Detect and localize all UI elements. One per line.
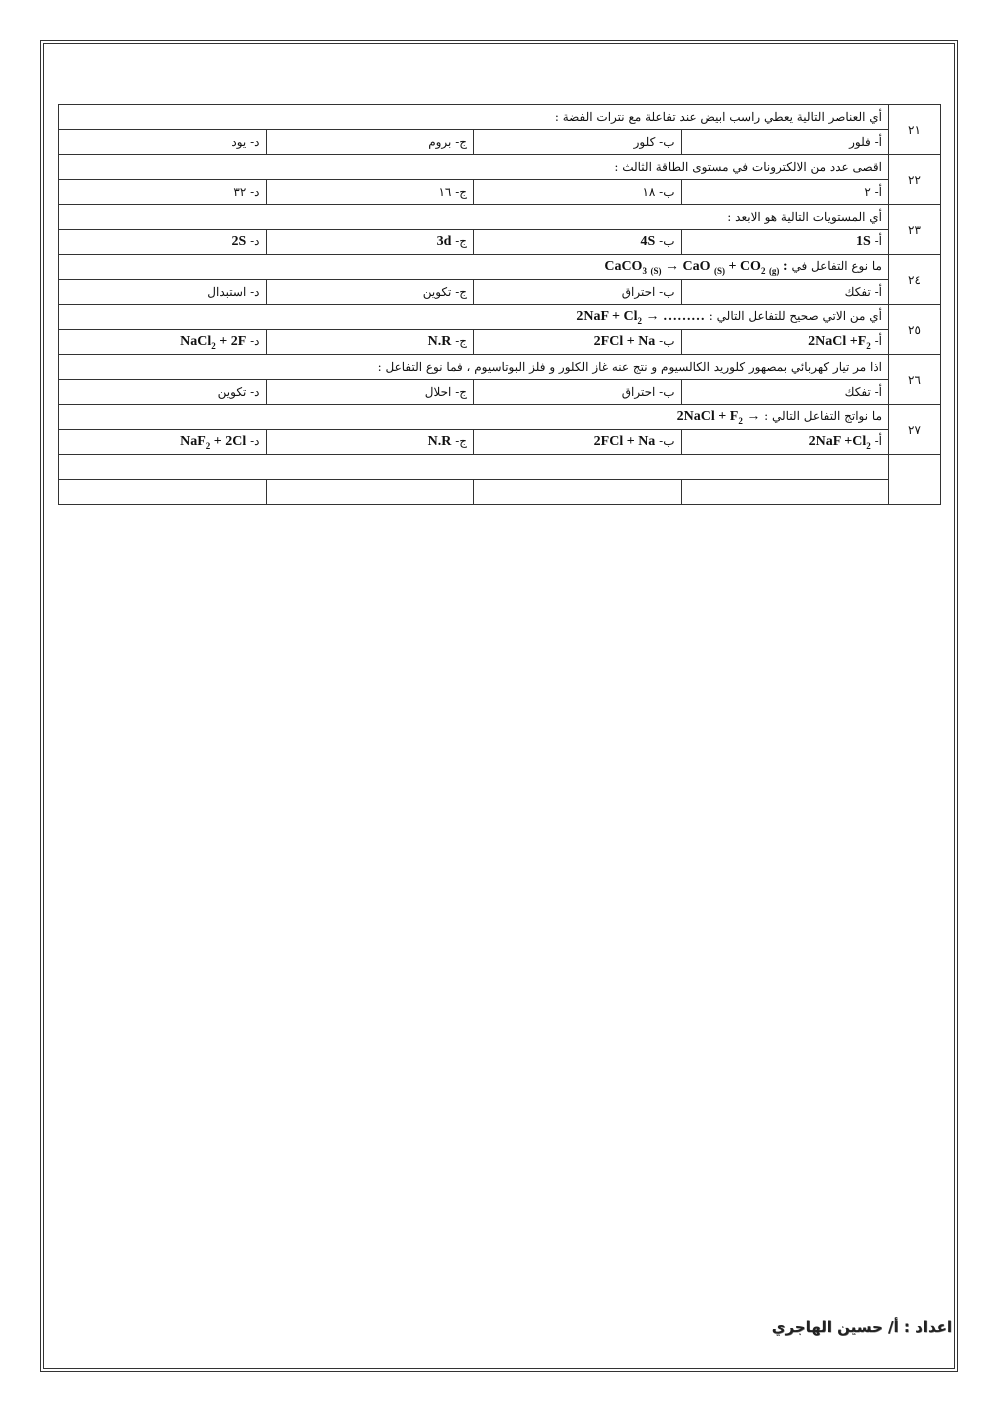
option-label: ب-: [659, 234, 675, 248]
option-a[interactable]: [681, 430, 889, 455]
option-a[interactable]: أ- تفكك: [681, 380, 889, 405]
option-value: N.R: [427, 434, 452, 449]
author-credit: اعداد : أ/ حسين الهاجري: [771, 1318, 952, 1336]
option-value: 2FCl + Na: [593, 334, 656, 349]
option-b[interactable]: ب- كلور: [474, 130, 682, 155]
option-a[interactable]: [681, 480, 889, 505]
empty-question-row: [59, 455, 941, 480]
question-row: [59, 155, 941, 180]
question-number: [889, 455, 941, 505]
options-row: [59, 330, 941, 355]
option-d[interactable]: [59, 430, 267, 455]
option-label: د-: [250, 333, 260, 348]
question-number: ٢١: [889, 105, 941, 155]
question-row: [59, 205, 941, 230]
reaction-equation: $2NaF + Cl_2$ → ………: [576, 308, 705, 326]
question-prompt: ما نواتج التفاعل التالي :: [764, 408, 882, 423]
option-a[interactable]: [681, 330, 889, 355]
questions-table: [58, 104, 941, 505]
option-value: 4S: [640, 234, 656, 249]
question-text: [59, 255, 889, 280]
question-text: [59, 455, 889, 480]
option-d[interactable]: د- ٣٢: [59, 180, 267, 205]
option-label: ب-: [659, 434, 675, 448]
option-value: N.R: [427, 334, 452, 349]
option-c[interactable]: [266, 480, 474, 505]
question-number: ٢٦: [889, 355, 941, 405]
question-row: [59, 405, 941, 430]
option-value: 2NaCl $+F_2$: [808, 333, 871, 351]
option-label: أ-: [874, 234, 882, 248]
option-d[interactable]: [59, 230, 267, 255]
options-row: [59, 380, 941, 405]
question-text: اقصى عدد من الالكترونات في مستوى الطاقة الثالث :: [59, 155, 889, 180]
option-a[interactable]: أ- تفكك: [681, 280, 889, 305]
option-b[interactable]: ب- ١٨: [474, 180, 682, 205]
option-label: أ-: [874, 333, 882, 348]
question-row: [59, 255, 941, 280]
option-d[interactable]: د- يود: [59, 130, 267, 155]
option-value: NaCl$_2$ + 2F: [180, 333, 247, 351]
option-label: د-: [250, 433, 260, 448]
option-value: 3d: [436, 234, 452, 249]
question-text: أي العناصر التالية يعطي راسب ابيض عند تفاعلة مع نترات الفضة :: [59, 105, 889, 130]
option-value: $2NaF +Cl_2$: [808, 433, 871, 451]
question-text: اذا مر تيار كهربائي بمصهور كلوريد الكالسيوم و نتج عنه غاز الكلور و فلز البوتاسيوم ، فما نوع التفاعل :: [59, 355, 889, 380]
options-row: [59, 280, 941, 305]
reaction-equation: 2NaCl + $F_2$ →: [676, 408, 761, 426]
option-b[interactable]: [474, 330, 682, 355]
option-label: أ-: [874, 433, 882, 448]
question-text: أي المستويات التالية هو الابعد :: [59, 205, 889, 230]
option-value: NaF$_2$ + 2Cl: [180, 433, 247, 451]
question-number: ٢٢: [889, 155, 941, 205]
option-c[interactable]: ج- بروم: [266, 130, 474, 155]
question-row: [59, 105, 941, 130]
options-row: [59, 180, 941, 205]
option-c[interactable]: ج- احلال: [266, 380, 474, 405]
question-number: ٢٥: [889, 305, 941, 355]
question-prompt: ما نوع التفاعل في: [791, 258, 882, 273]
question-text: [59, 405, 889, 430]
options-row: [59, 130, 941, 155]
question-number: ٢٤: [889, 255, 941, 305]
option-d[interactable]: [59, 480, 267, 505]
option-c[interactable]: [266, 330, 474, 355]
option-value: 2FCl + Na: [593, 434, 656, 449]
option-c[interactable]: [266, 230, 474, 255]
option-a[interactable]: أ- فلور: [681, 130, 889, 155]
option-c[interactable]: ج- ١٦: [266, 180, 474, 205]
option-d[interactable]: د- استبدال: [59, 280, 267, 305]
options-row: [59, 230, 941, 255]
option-label: د-: [250, 234, 260, 248]
question-prompt: أي من الاتي صحيح للتفاعل التالي :: [708, 308, 882, 323]
option-value: 1S: [855, 234, 871, 249]
option-b[interactable]: [474, 480, 682, 505]
option-c[interactable]: ج- تكوين: [266, 280, 474, 305]
option-label: ج-: [455, 234, 467, 248]
question-number: ٢٣: [889, 205, 941, 255]
option-d[interactable]: د- تكوين: [59, 380, 267, 405]
option-label: ب-: [659, 334, 675, 348]
question-text: [59, 305, 889, 330]
option-b[interactable]: ب- احتراق: [474, 280, 682, 305]
option-c[interactable]: [266, 430, 474, 455]
option-value: 2S: [231, 234, 247, 249]
option-b[interactable]: [474, 230, 682, 255]
option-b[interactable]: [474, 430, 682, 455]
question-row: [59, 305, 941, 330]
reaction-equation: CaCO$_3$ $_{(S)}$ → CaO $_{(S)} + CO_2$ $_{(g)}$ :: [604, 258, 788, 276]
question-number: ٢٧: [889, 405, 941, 455]
option-label: ج-: [455, 434, 467, 448]
option-label: ج-: [455, 334, 467, 348]
question-row: [59, 355, 941, 380]
option-a[interactable]: [681, 230, 889, 255]
options-row: [59, 430, 941, 455]
option-a[interactable]: أ- ٢: [681, 180, 889, 205]
options-row: [59, 480, 941, 505]
option-d[interactable]: [59, 330, 267, 355]
option-b[interactable]: ب- احتراق: [474, 380, 682, 405]
